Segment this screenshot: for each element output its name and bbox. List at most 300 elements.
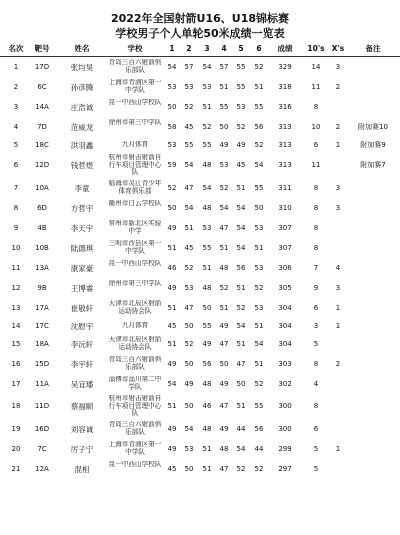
cell-target: 11D	[34, 402, 50, 410]
cell-tens: 11	[311, 82, 321, 91]
cell-end-6: 53	[254, 263, 264, 272]
cell-end-5: 50	[236, 379, 246, 388]
cell-end-3: 50	[202, 303, 212, 312]
cell-tens: 5	[313, 444, 319, 453]
cell-end-4: 55	[219, 102, 229, 111]
cell-end-4: 48	[219, 263, 229, 272]
cell-total: 313	[278, 161, 292, 169]
cell-end-5: 51	[236, 283, 246, 292]
table-row	[0, 334, 400, 354]
cell-total: 316	[278, 102, 292, 111]
table-row	[0, 218, 400, 238]
cell-total: 313	[278, 122, 292, 131]
cell-total: 304	[278, 339, 292, 348]
cell-end-6: 54	[254, 161, 264, 169]
table-row	[0, 278, 400, 298]
cell-end-3: 51	[202, 464, 212, 473]
cell-end-5: 54	[236, 203, 246, 212]
document-subtitle: 学校男子个人单轮50米成绩一览表	[115, 27, 285, 40]
cell-name: 蔡福顺	[70, 402, 94, 411]
cell-rank: 13	[11, 303, 21, 312]
cell-tens: 8	[313, 402, 319, 410]
cell-name: 陆德琪	[70, 243, 94, 253]
header-end-3: 3	[204, 44, 210, 53]
cell-target: 14A	[35, 102, 49, 111]
cell-name: 混相	[74, 464, 90, 474]
cell-end-2: 50	[184, 321, 194, 330]
cell-end-1: 59	[167, 161, 177, 169]
cell-end-1: 51	[167, 303, 177, 312]
cell-target: 4B	[37, 223, 47, 232]
cell-target: 17A	[35, 303, 49, 312]
cell-xs: 2	[335, 122, 341, 131]
cell-target: 12A	[35, 464, 49, 473]
cell-tens: 8	[313, 203, 319, 212]
cell-end-1: 49	[167, 223, 177, 232]
cell-end-4: 47	[219, 464, 229, 473]
table-row	[0, 419, 400, 439]
cell-total: 313	[278, 140, 292, 149]
cell-end-5: 55	[236, 82, 246, 91]
cell-target: 11A	[35, 379, 49, 388]
cell-end-3: 51	[202, 263, 212, 272]
cell-end-2: 47	[184, 183, 194, 192]
cell-xs: 1	[335, 321, 341, 330]
cell-end-6: 51	[254, 243, 264, 252]
cell-rank: 11	[11, 263, 21, 272]
cell-end-1: 49	[167, 424, 177, 433]
cell-end-2: 45	[184, 243, 194, 252]
table-row	[0, 97, 400, 117]
cell-end-2: 49	[184, 379, 194, 388]
cell-name: 张均昊	[70, 62, 94, 72]
cell-end-3: 48	[202, 379, 212, 388]
cell-end-1: 58	[167, 122, 177, 131]
cell-unit: 上海市青浦区第一中学队	[108, 441, 162, 456]
cell-end-2: 47	[184, 303, 194, 312]
cell-end-6: 54	[254, 339, 264, 348]
cell-total: 300	[278, 402, 292, 410]
cell-rank: 7	[13, 183, 19, 192]
cell-unit: 淄博市淄川第二中学队	[108, 376, 162, 391]
cell-end-5: 54	[236, 223, 246, 232]
cell-name: 李天宇	[70, 223, 94, 233]
cell-end-3: 48	[202, 424, 212, 433]
header-name: 姓名	[74, 44, 90, 53]
cell-note: 附加赛9	[360, 140, 386, 149]
cell-name: 李沅轩	[70, 339, 94, 349]
cell-end-6: 56	[254, 424, 264, 433]
cell-tens: 5	[313, 464, 319, 473]
cell-name: 崔敬轩	[70, 303, 94, 313]
cell-name: 孙彦腾	[70, 82, 94, 92]
table-row	[0, 238, 400, 258]
cell-end-2: 54	[184, 424, 194, 433]
cell-unit: 徐州市第三中学队	[108, 119, 162, 127]
cell-total: 306	[278, 263, 292, 272]
cell-end-2: 54	[184, 161, 194, 169]
cell-end-2: 50	[184, 359, 194, 368]
cell-name: 范威龙	[70, 122, 94, 132]
cell-end-6: 56	[254, 122, 264, 131]
cell-rank: 8	[13, 203, 19, 212]
document-title: 2022年全国射箭U16、U18锦标赛	[110, 12, 290, 25]
cell-tens: 6	[313, 140, 319, 149]
cell-unit: 九月体育	[121, 141, 149, 149]
cell-end-5: 54	[236, 444, 246, 453]
header-target: 靶号	[34, 44, 50, 53]
header-xs: X's	[331, 44, 345, 53]
cell-name: 洪羽鑫	[70, 140, 94, 150]
cell-end-3: 51	[202, 444, 212, 453]
cell-end-3: 53	[202, 223, 212, 232]
cell-end-4: 49	[219, 140, 229, 149]
cell-end-4: 51	[219, 82, 229, 91]
cell-end-3: 54	[202, 62, 212, 71]
cell-target: 6D	[37, 203, 47, 212]
cell-end-3: 48	[202, 161, 212, 169]
cell-total: 299	[278, 444, 292, 453]
cell-rank: 16	[11, 359, 21, 368]
cell-name: 钱哲煜	[70, 161, 94, 170]
cell-name: 刘容诚	[70, 424, 94, 434]
cell-target: 7C	[37, 444, 47, 453]
header-end-4: 4	[221, 44, 227, 53]
cell-end-5: 44	[236, 424, 246, 433]
cell-tens: 5	[313, 339, 319, 348]
cell-rank: 17	[11, 379, 21, 388]
table-row	[0, 459, 400, 479]
cell-end-1: 54	[167, 62, 177, 71]
cell-name: 方哲宇	[70, 203, 94, 213]
cell-total: 318	[278, 82, 292, 91]
cell-name: 吴宜璠	[70, 379, 94, 389]
cell-tens: 9	[313, 283, 319, 292]
cell-note: 附加赛7	[360, 161, 386, 169]
cell-xs: 3	[335, 183, 341, 192]
cell-rank: 12	[11, 283, 21, 292]
cell-end-1: 49	[167, 444, 177, 453]
cell-end-2: 53	[184, 444, 194, 453]
cell-target: 7D	[37, 122, 47, 131]
cell-end-5: 45	[236, 161, 246, 169]
cell-rank: 15	[11, 339, 21, 348]
cell-xs: 2	[335, 82, 341, 91]
cell-end-3: 48	[202, 283, 212, 292]
cell-end-1: 52	[167, 183, 177, 192]
cell-unit: 昆一中西山学校队	[108, 461, 162, 469]
cell-end-5: 51	[236, 183, 246, 192]
cell-end-6: 55	[254, 102, 264, 111]
cell-end-2: 51	[184, 223, 194, 232]
table-row	[0, 258, 400, 278]
cell-rank: 1	[13, 62, 19, 71]
cell-end-2: 52	[184, 102, 194, 111]
cell-end-1: 45	[167, 321, 177, 330]
cell-end-6: 53	[254, 303, 264, 312]
cell-end-4: 50	[219, 122, 229, 131]
cell-target: 15D	[34, 359, 50, 368]
table-row	[0, 137, 400, 153]
cell-end-5: 52	[236, 303, 246, 312]
cell-total: 304	[278, 303, 292, 312]
cell-target: 17D	[34, 62, 50, 71]
cell-end-4: 54	[219, 203, 229, 212]
cell-unit: 三明市沙县区第一中学队	[108, 240, 162, 255]
cell-total: 303	[278, 359, 292, 368]
table-row	[0, 298, 400, 318]
cell-target: 10A	[35, 183, 49, 192]
cell-target: 13A	[35, 263, 49, 272]
cell-target: 9B	[37, 283, 47, 292]
cell-end-4: 49	[219, 424, 229, 433]
header-note: 备注	[365, 44, 381, 53]
cell-end-6: 53	[254, 223, 264, 232]
cell-name: 厉子宁	[70, 444, 94, 454]
cell-name: 李童	[74, 183, 90, 193]
cell-total: 329	[278, 62, 292, 71]
cell-xs: 3	[335, 62, 341, 71]
cell-unit: 常州市新北区实验中学	[108, 220, 162, 235]
cell-total: 300	[278, 424, 292, 433]
cell-end-6: 52	[254, 62, 264, 71]
cell-target: 12D	[34, 161, 50, 169]
cell-end-3: 53	[202, 82, 212, 91]
cell-end-5: 52	[236, 464, 246, 473]
cell-name: 康家豪	[70, 263, 94, 273]
cell-xs: 3	[335, 283, 341, 292]
cell-name: 王博睿	[70, 283, 94, 293]
cell-tens: 11	[311, 161, 321, 169]
cell-rank: 2	[13, 82, 19, 91]
cell-name: 庄浩诚	[70, 102, 94, 112]
cell-end-4: 53	[219, 161, 229, 169]
table-row	[0, 178, 400, 198]
cell-unit: 杭州市射击射箭自行车项目管理中心队	[108, 153, 162, 177]
header-end-5: 5	[238, 44, 244, 53]
cell-end-4: 50	[219, 359, 229, 368]
cell-rank: 3	[13, 102, 19, 111]
table-row	[0, 198, 400, 218]
cell-end-5: 56	[236, 263, 246, 272]
header-end-6: 6	[256, 44, 262, 53]
cell-unit: 青岛三百六射箭俱乐部队	[108, 59, 162, 74]
cell-end-6: 50	[254, 203, 264, 212]
cell-end-5: 53	[236, 102, 246, 111]
cell-end-1: 45	[167, 464, 177, 473]
cell-target: 10B	[35, 243, 49, 252]
cell-rank: 20	[11, 444, 21, 453]
cell-end-3: 54	[202, 183, 212, 192]
cell-total: 304	[278, 321, 292, 330]
cell-unit: 青岛三百六射箭俱乐部队	[108, 356, 162, 371]
cell-tens: 4	[313, 379, 319, 388]
cell-tens: 8	[313, 183, 319, 192]
cell-end-6: 44	[254, 444, 264, 453]
cell-unit: 临海市灵江青少年体育俱乐部	[108, 180, 162, 195]
cell-xs: 4	[335, 263, 341, 272]
cell-end-3: 55	[202, 140, 212, 149]
cell-total: 311	[278, 183, 292, 192]
cell-end-3: 56	[202, 359, 212, 368]
cell-tens: 6	[313, 424, 319, 433]
cell-end-3: 48	[202, 203, 212, 212]
cell-rank: 9	[13, 223, 19, 232]
cell-end-4: 47	[219, 339, 229, 348]
cell-note: 附加赛10	[358, 122, 388, 131]
cell-end-6: 51	[254, 359, 264, 368]
cell-target: 18C	[35, 140, 49, 149]
cell-end-5: 55	[236, 62, 246, 71]
header-tens: 10's	[307, 44, 325, 53]
cell-end-5: 54	[236, 243, 246, 252]
table-row	[0, 318, 400, 334]
cell-end-4: 47	[219, 223, 229, 232]
cell-end-3: 51	[202, 102, 212, 111]
cell-end-6: 55	[254, 183, 264, 192]
table-row	[0, 117, 400, 137]
cell-unit: 天津市北辰区射箭运动协会队	[108, 336, 162, 351]
cell-tens: 14	[311, 62, 321, 71]
cell-end-2: 50	[184, 464, 194, 473]
cell-total: 302	[278, 379, 292, 388]
cell-end-3: 46	[202, 402, 212, 410]
cell-total: 297	[278, 464, 292, 473]
cell-unit: 天津市北辰区射箭运动协会队	[108, 300, 162, 315]
header-end-1: 1	[169, 44, 175, 53]
cell-end-4: 51	[219, 303, 229, 312]
cell-end-1: 51	[167, 339, 177, 348]
cell-end-2: 57	[184, 62, 194, 71]
cell-end-5: 49	[236, 140, 246, 149]
table-row	[0, 439, 400, 459]
cell-end-5: 54	[236, 321, 246, 330]
cell-end-2: 55	[184, 140, 194, 149]
cell-unit: 九月体育	[121, 322, 149, 330]
cell-rank: 4	[13, 122, 19, 131]
cell-rank: 6	[13, 161, 19, 169]
cell-xs: 1	[335, 444, 341, 453]
cell-xs: 3	[335, 203, 341, 212]
header-unit: 学校	[127, 44, 143, 53]
cell-end-4: 57	[219, 62, 229, 71]
cell-end-6: 52	[254, 140, 264, 149]
cell-target: 18A	[35, 339, 49, 348]
cell-unit: 上海市青浦区第一中学队	[108, 79, 162, 94]
cell-end-2: 53	[184, 82, 194, 91]
cell-end-1: 50	[167, 102, 177, 111]
cell-total: 307	[278, 243, 292, 252]
cell-end-6: 52	[254, 379, 264, 388]
cell-tens: 3	[313, 321, 319, 330]
cell-total: 310	[278, 203, 292, 212]
cell-unit: 昆一中西山学校队	[108, 260, 162, 268]
cell-unit: 衢州市白云学校队	[108, 200, 162, 208]
table-row	[0, 374, 400, 394]
cell-end-1: 53	[167, 82, 177, 91]
cell-name: 沈慰宇	[70, 321, 94, 331]
cell-end-2: 52	[184, 263, 194, 272]
cell-xs: 1	[335, 303, 341, 312]
cell-end-4: 49	[219, 379, 229, 388]
cell-tens: 8	[313, 102, 319, 111]
cell-name: 李宇轩	[70, 359, 94, 369]
header-total: 成绩	[277, 44, 293, 53]
table-row	[0, 394, 400, 419]
cell-rank: 14	[11, 321, 21, 330]
cell-end-6: 51	[254, 82, 264, 91]
cell-end-2: 50	[184, 402, 194, 410]
cell-unit: 青岛三百六射箭俱乐部队	[108, 421, 162, 436]
cell-rank: 19	[11, 424, 21, 433]
cell-end-5: 47	[236, 359, 246, 368]
cell-tens: 8	[313, 223, 319, 232]
cell-end-6: 52	[254, 464, 264, 473]
cell-end-6: 51	[254, 321, 264, 330]
cell-end-4: 48	[219, 444, 229, 453]
header-end-2: 2	[186, 44, 192, 53]
cell-end-1: 46	[167, 263, 177, 272]
cell-total: 305	[278, 283, 292, 292]
table-header	[0, 42, 400, 57]
cell-tens: 8	[313, 359, 319, 368]
table-row	[0, 77, 400, 97]
cell-end-1: 50	[167, 203, 177, 212]
cell-tens: 7	[313, 263, 319, 272]
header-rank: 名次	[8, 44, 24, 53]
cell-end-1: 51	[167, 243, 177, 252]
cell-end-4: 51	[219, 243, 229, 252]
cell-end-5: 51	[236, 402, 246, 410]
cell-end-2: 45	[184, 122, 194, 131]
cell-end-5: 51	[236, 339, 246, 348]
cell-end-4: 52	[219, 183, 229, 192]
cell-rank: 5	[13, 140, 19, 149]
cell-total: 307	[278, 223, 292, 232]
cell-target: 16D	[34, 424, 50, 433]
cell-end-2: 52	[184, 339, 194, 348]
cell-end-1: 49	[167, 359, 177, 368]
cell-target: 17C	[35, 321, 49, 330]
cell-end-1: 49	[167, 283, 177, 292]
cell-unit: 杭州市射击射箭自行车项目管理中心队	[108, 394, 162, 418]
cell-end-4: 52	[219, 283, 229, 292]
cell-end-1: 54	[167, 379, 177, 388]
cell-tens: 10	[311, 122, 321, 131]
cell-end-6: 55	[254, 402, 264, 410]
cell-tens: 6	[313, 303, 319, 312]
table-row	[0, 57, 400, 77]
cell-end-3: 55	[202, 321, 212, 330]
cell-end-3: 49	[202, 339, 212, 348]
cell-end-4: 49	[219, 321, 229, 330]
cell-tens: 8	[313, 243, 319, 252]
cell-unit: 徐州市第三中学队	[108, 280, 162, 288]
cell-end-1: 51	[167, 402, 177, 410]
cell-xs: 2	[335, 359, 341, 368]
cell-rank: 21	[11, 464, 21, 473]
cell-end-5: 52	[236, 122, 246, 131]
cell-rank: 18	[11, 402, 21, 410]
cell-end-4: 47	[219, 402, 229, 410]
cell-end-2: 54	[184, 203, 194, 212]
cell-target: 6C	[37, 82, 47, 91]
table-row	[0, 153, 400, 178]
cell-end-2: 53	[184, 283, 194, 292]
cell-rank: 10	[11, 243, 21, 252]
table-row	[0, 354, 400, 374]
cell-xs: 1	[335, 140, 341, 149]
